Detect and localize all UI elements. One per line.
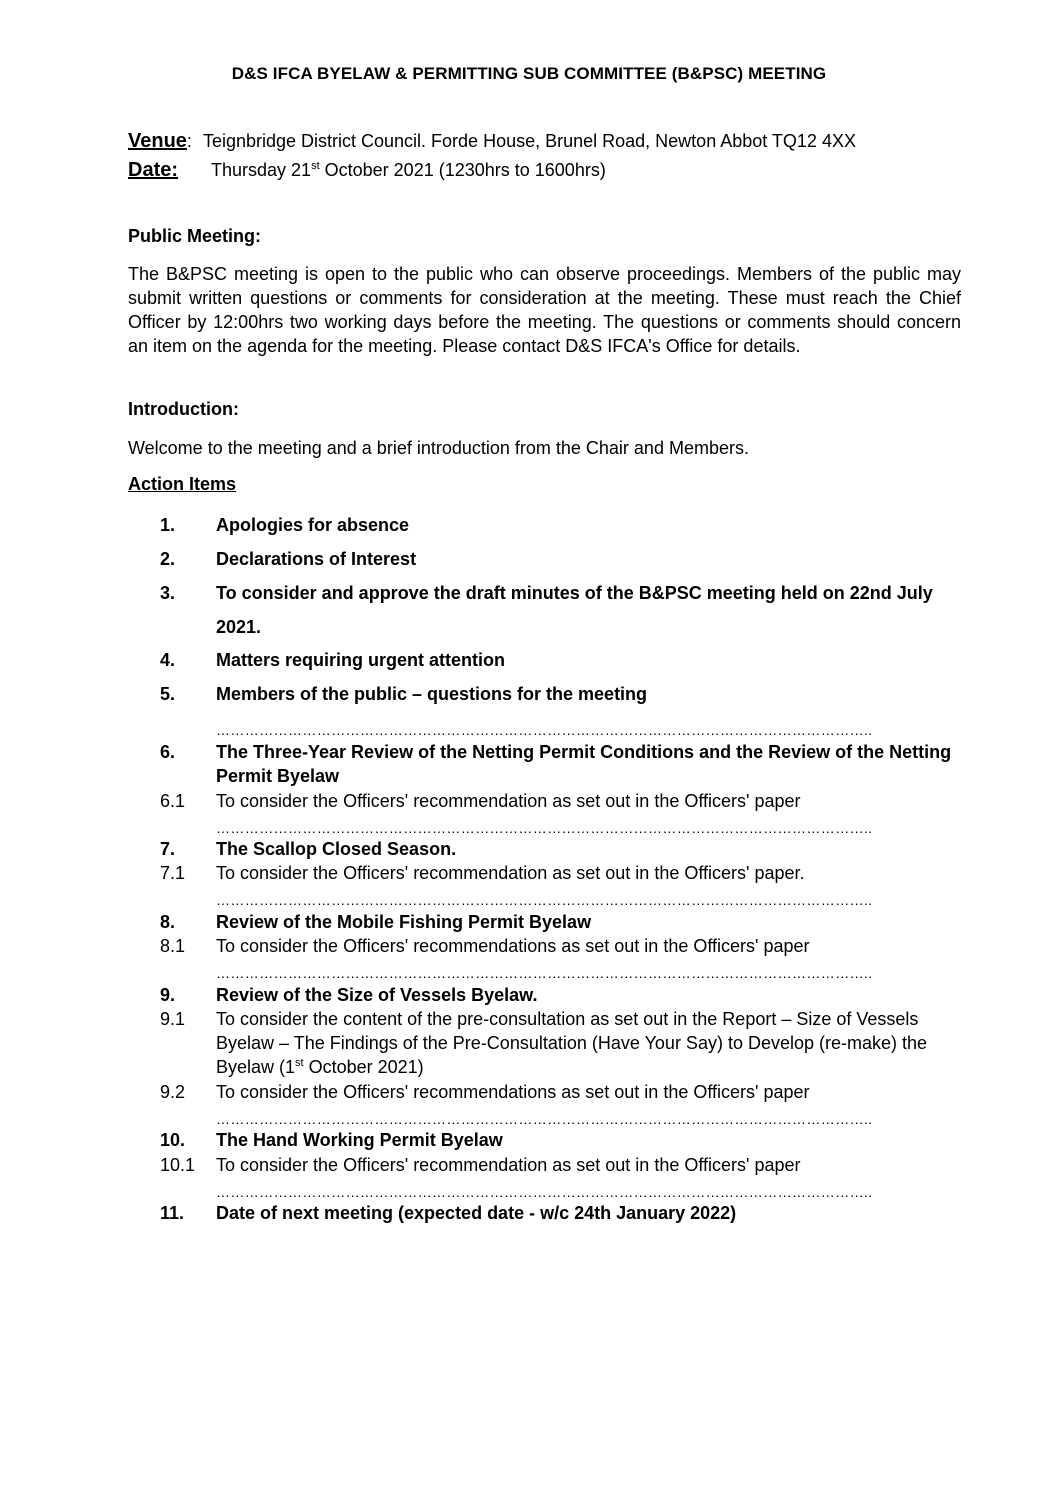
introduction-text: Welcome to the meeting and a brief introduction from the Chair and Members. (128, 438, 749, 458)
item-number: 9. (160, 985, 176, 1005)
item-number: 10.1 (160, 1155, 196, 1175)
item-number: 11. (160, 1203, 185, 1223)
venue-value: Teignbridge District Council. Forde House, Brunel Road, Newton Abbot TQ12 4XX (202, 131, 856, 151)
item-number: 3. (160, 583, 176, 603)
dotted-separator: ……………………………………………………………………………………………………………………….. (216, 1112, 873, 1126)
item-number: 7. (160, 839, 176, 859)
venue-colon: : (186, 131, 192, 151)
item-text: To consider the Officers' recommendation as set out in the Officers' paper. (216, 863, 805, 883)
item-number: 8.1 (160, 936, 186, 956)
dotted-separator: ……………………………………………………………………………………………………………………….. (216, 821, 873, 835)
item-text: To consider the Officers' recommendation as set out in the Officers' paper (216, 1155, 801, 1175)
item-text: The Three-Year Review of the Netting Permit Conditions and the Review of the Netting Permit Byelaw (216, 742, 952, 786)
item-number: 1. (160, 515, 176, 535)
item-text: To consider the Officers' recommendations as set out in the Officers' paper (216, 1082, 810, 1102)
venue-label: Venue (128, 130, 187, 152)
item-text: Review of the Size of Vessels Byelaw. (216, 985, 538, 1005)
dotted-separator: ……………………………………………………………………………………………………………………….. (216, 893, 873, 907)
dotted-separator: ……………………………………………………………………………………………………………………….. (216, 723, 873, 737)
item-text: To consider the Officers' recommendation as set out in the Officers' paper (216, 791, 801, 811)
item-text: Matters requiring urgent attention (216, 650, 506, 670)
item-number: 7.1 (160, 863, 186, 883)
item-text: Declarations of Interest (216, 549, 417, 569)
introduction-heading: Introduction: (128, 399, 239, 419)
item-number: 5. (160, 684, 176, 704)
item-number: 9.1 (160, 1009, 186, 1029)
item-text: Apologies for absence (216, 515, 410, 535)
dotted-separator: ……………………………………………………………………………………………………………………….. (216, 1185, 873, 1199)
public-meeting-text: The B&PSC meeting is open to the public who can observe proceedings. Members of the public may submit written questions or comments for consideration at the meeting. These must reach the Chief Officer by 12:00hrs two working days before the meeting. The questions or comments should concern an item on the agenda for the meeting. Please contact D&S IFCA's Office for details. (128, 264, 961, 356)
date-label: Date: (128, 159, 179, 181)
item-number: 6.1 (160, 791, 186, 811)
item-text: To consider and approve the draft minutes of the B&PSC meeting held on 22nd July 2021. (216, 583, 933, 637)
item-number: 4. (160, 650, 176, 670)
item-text: Review of the Mobile Fishing Permit Byelaw (216, 912, 592, 932)
item-text: The Scallop Closed Season. (216, 839, 457, 859)
item-text: The Hand Working Permit Byelaw (216, 1130, 503, 1150)
venue-row (128, 130, 856, 153)
item-text: To consider the Officers' recommendations as set out in the Officers' paper (216, 936, 810, 956)
public-meeting-heading: Public Meeting: (128, 226, 262, 246)
item-number: 9.2 (160, 1082, 186, 1102)
item-text: Members of the public – questions for the meeting (216, 684, 648, 704)
date-row (128, 159, 606, 182)
action-items-heading: Action Items (128, 474, 237, 494)
item-number: 8. (160, 912, 176, 932)
item-text: Date of next meeting (expected date - w/c 24th January 2022) (216, 1203, 737, 1223)
item-text: To consider the content of the pre-consultation as set out in the Report – Size of Vessels Byelaw – The Findings of the Pre-Consultation (Have Your Say) to Develop (re-make) the Byelaw (1st October 2021) (216, 1009, 928, 1077)
date-value: Thursday 21st October 2021 (1230hrs to 1600hrs) (211, 160, 606, 180)
item-number: 2. (160, 549, 176, 569)
item-number: 6. (160, 742, 176, 762)
dotted-separator: ……………………………………………………………………………………………………………………….. (216, 966, 873, 980)
document-title: D&S IFCA BYELAW & PERMITTING SUB COMMITTEE (B&PSC) MEETING (231, 64, 827, 83)
item-number: 10. (160, 1130, 186, 1150)
